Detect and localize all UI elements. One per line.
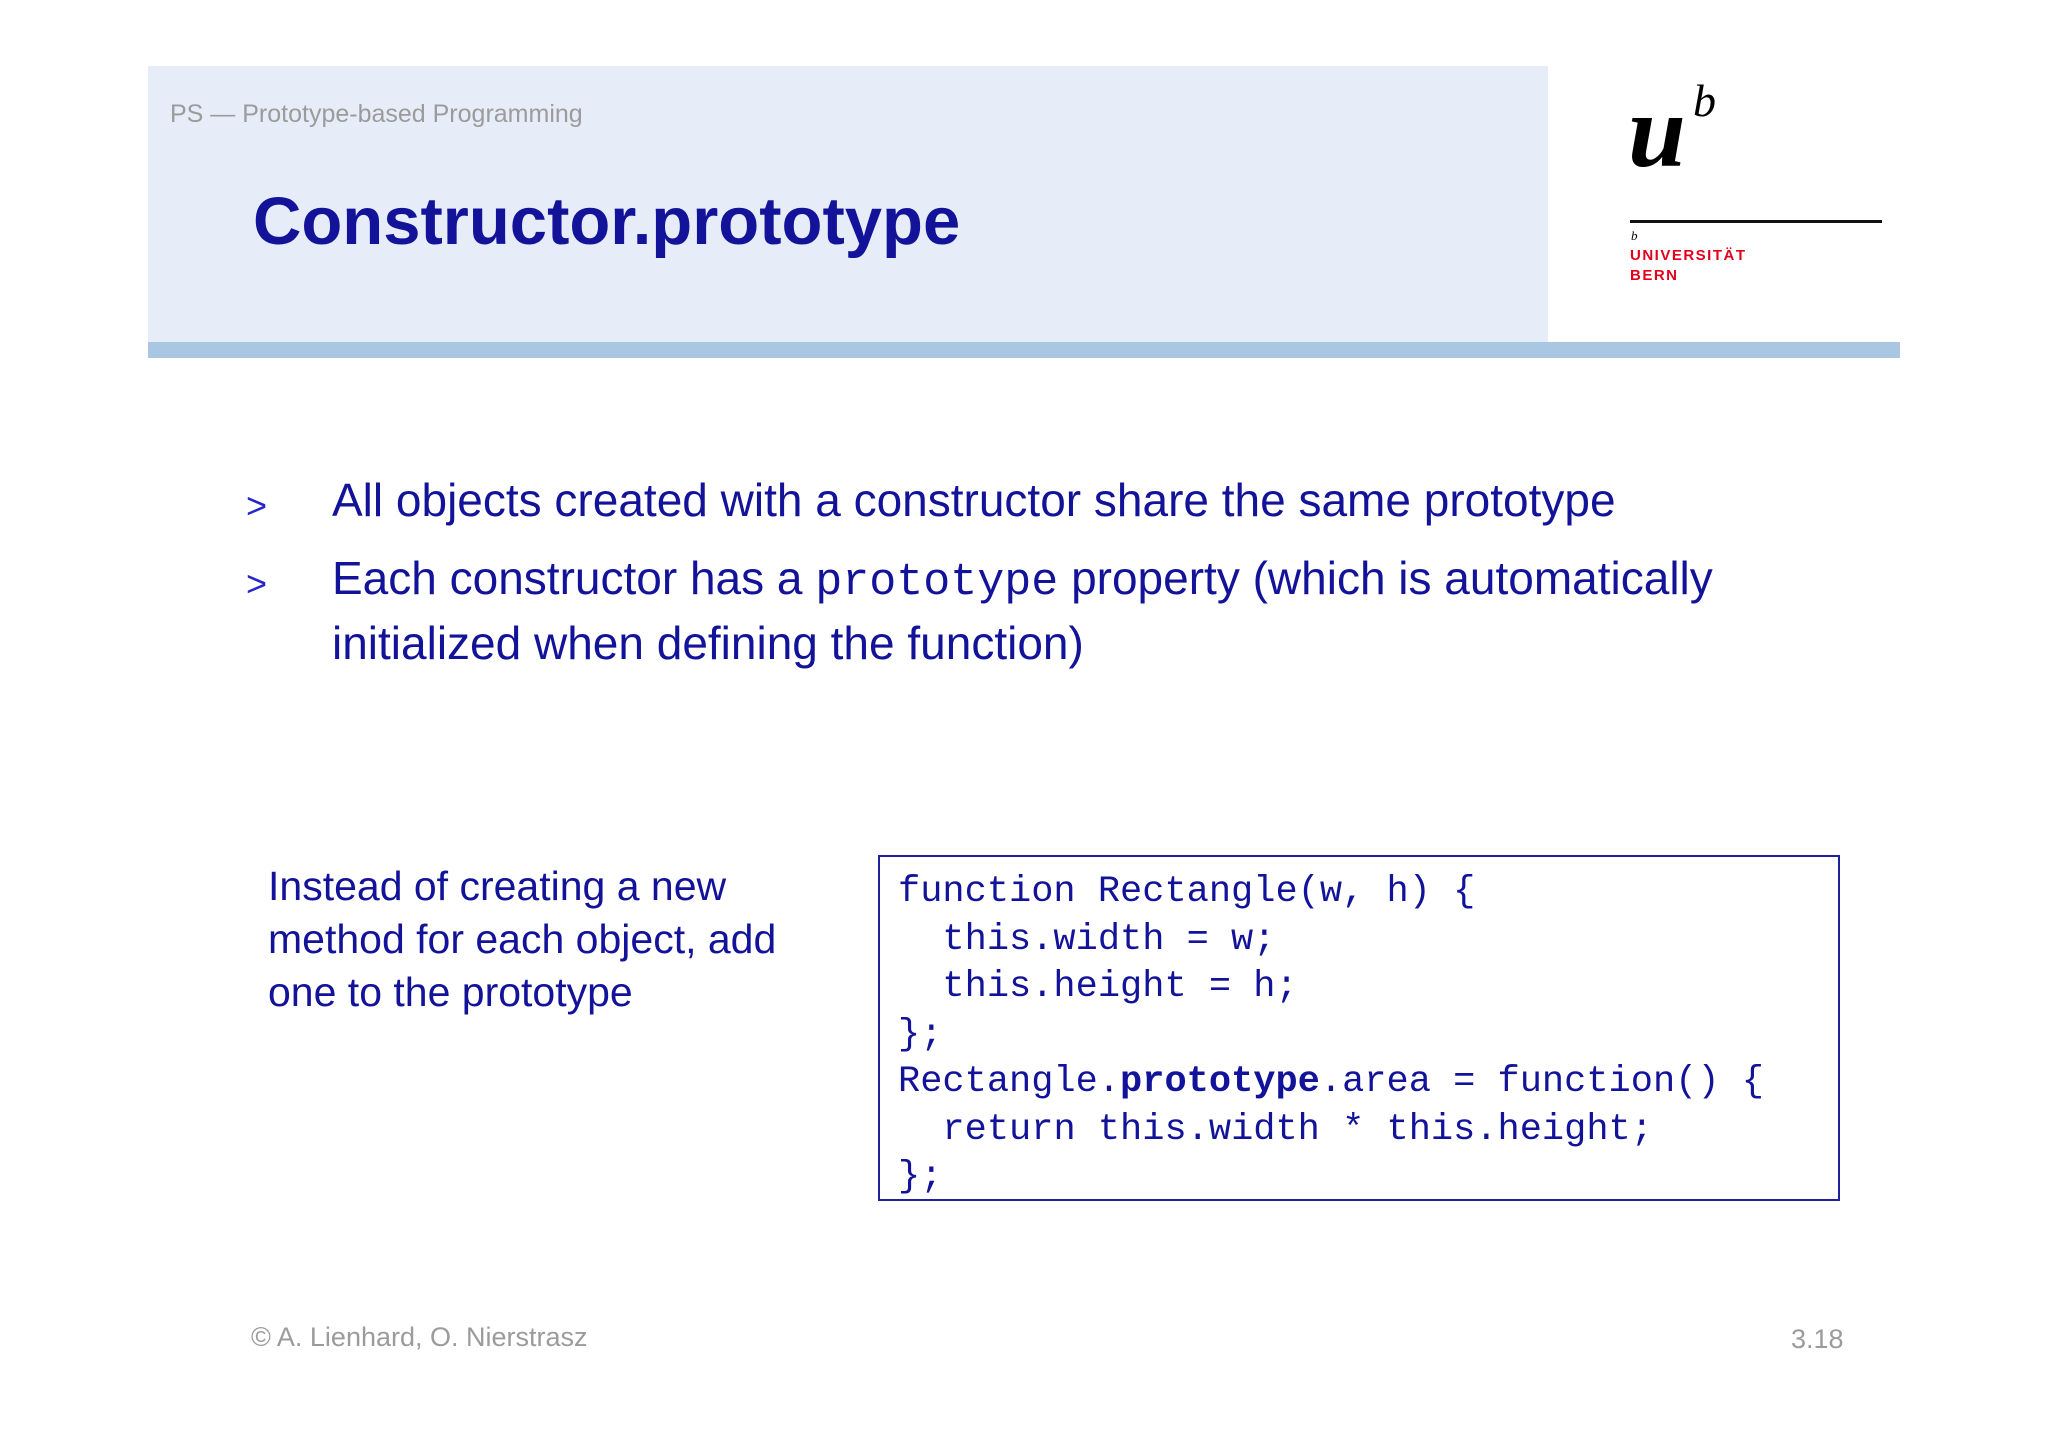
code-line: function Rectangle(w, h) { [898,871,1476,913]
code-line: this.height = h; [898,966,1298,1008]
logo-letter-b: b [1693,75,1716,126]
bullet-marker: > [246,485,268,526]
page-number: 3.18 [1791,1324,1844,1354]
code-segment: Rectangle. [898,1061,1121,1103]
logo-letter-u: u [1628,74,1686,189]
code-line [898,1107,1838,1155]
logo-universitat: UNIVERSITÄT [1630,247,1747,264]
bullet-text-before: Each constructor has a [332,552,816,604]
inline-code: prototype [815,557,1059,608]
logo-small-b: b [1631,228,1638,243]
code-segment: .area = function() { [1319,1061,1764,1103]
university-logo [1628,74,1883,290]
code-line [898,1059,1838,1107]
side-note: Instead of creating a new method for each object, add one to the prototype [268,863,777,1015]
code-block [878,855,1840,1201]
slide-title: Constructor.prototype [253,184,961,259]
code-line: }; [898,1013,943,1056]
course-label: PS — Prototype-based Programming [170,100,583,128]
code-segment: return this.width * this.height; [942,1108,1653,1151]
code-line: }; [898,1156,943,1198]
bullet-text: All objects created with a constructor share the same prototype [332,474,1616,526]
bullet-text [332,548,1776,673]
logo-divider [1630,220,1882,223]
footer-copyright: © A. Lienhard, O. Nierstrasz [251,1322,588,1352]
bullet-marker: > [246,563,268,604]
bullet-item [246,470,1776,536]
header-rule [148,342,1900,358]
bullet-item [246,548,1776,673]
code-line: this.width = w; [898,918,1276,961]
bullet-list [246,470,1776,685]
logo-bern: BERN [1630,267,1679,284]
bullet-text-after: property (which is automatically initialized when defining the function) [332,552,1713,669]
code-keyword-prototype: prototype [1120,1061,1320,1103]
